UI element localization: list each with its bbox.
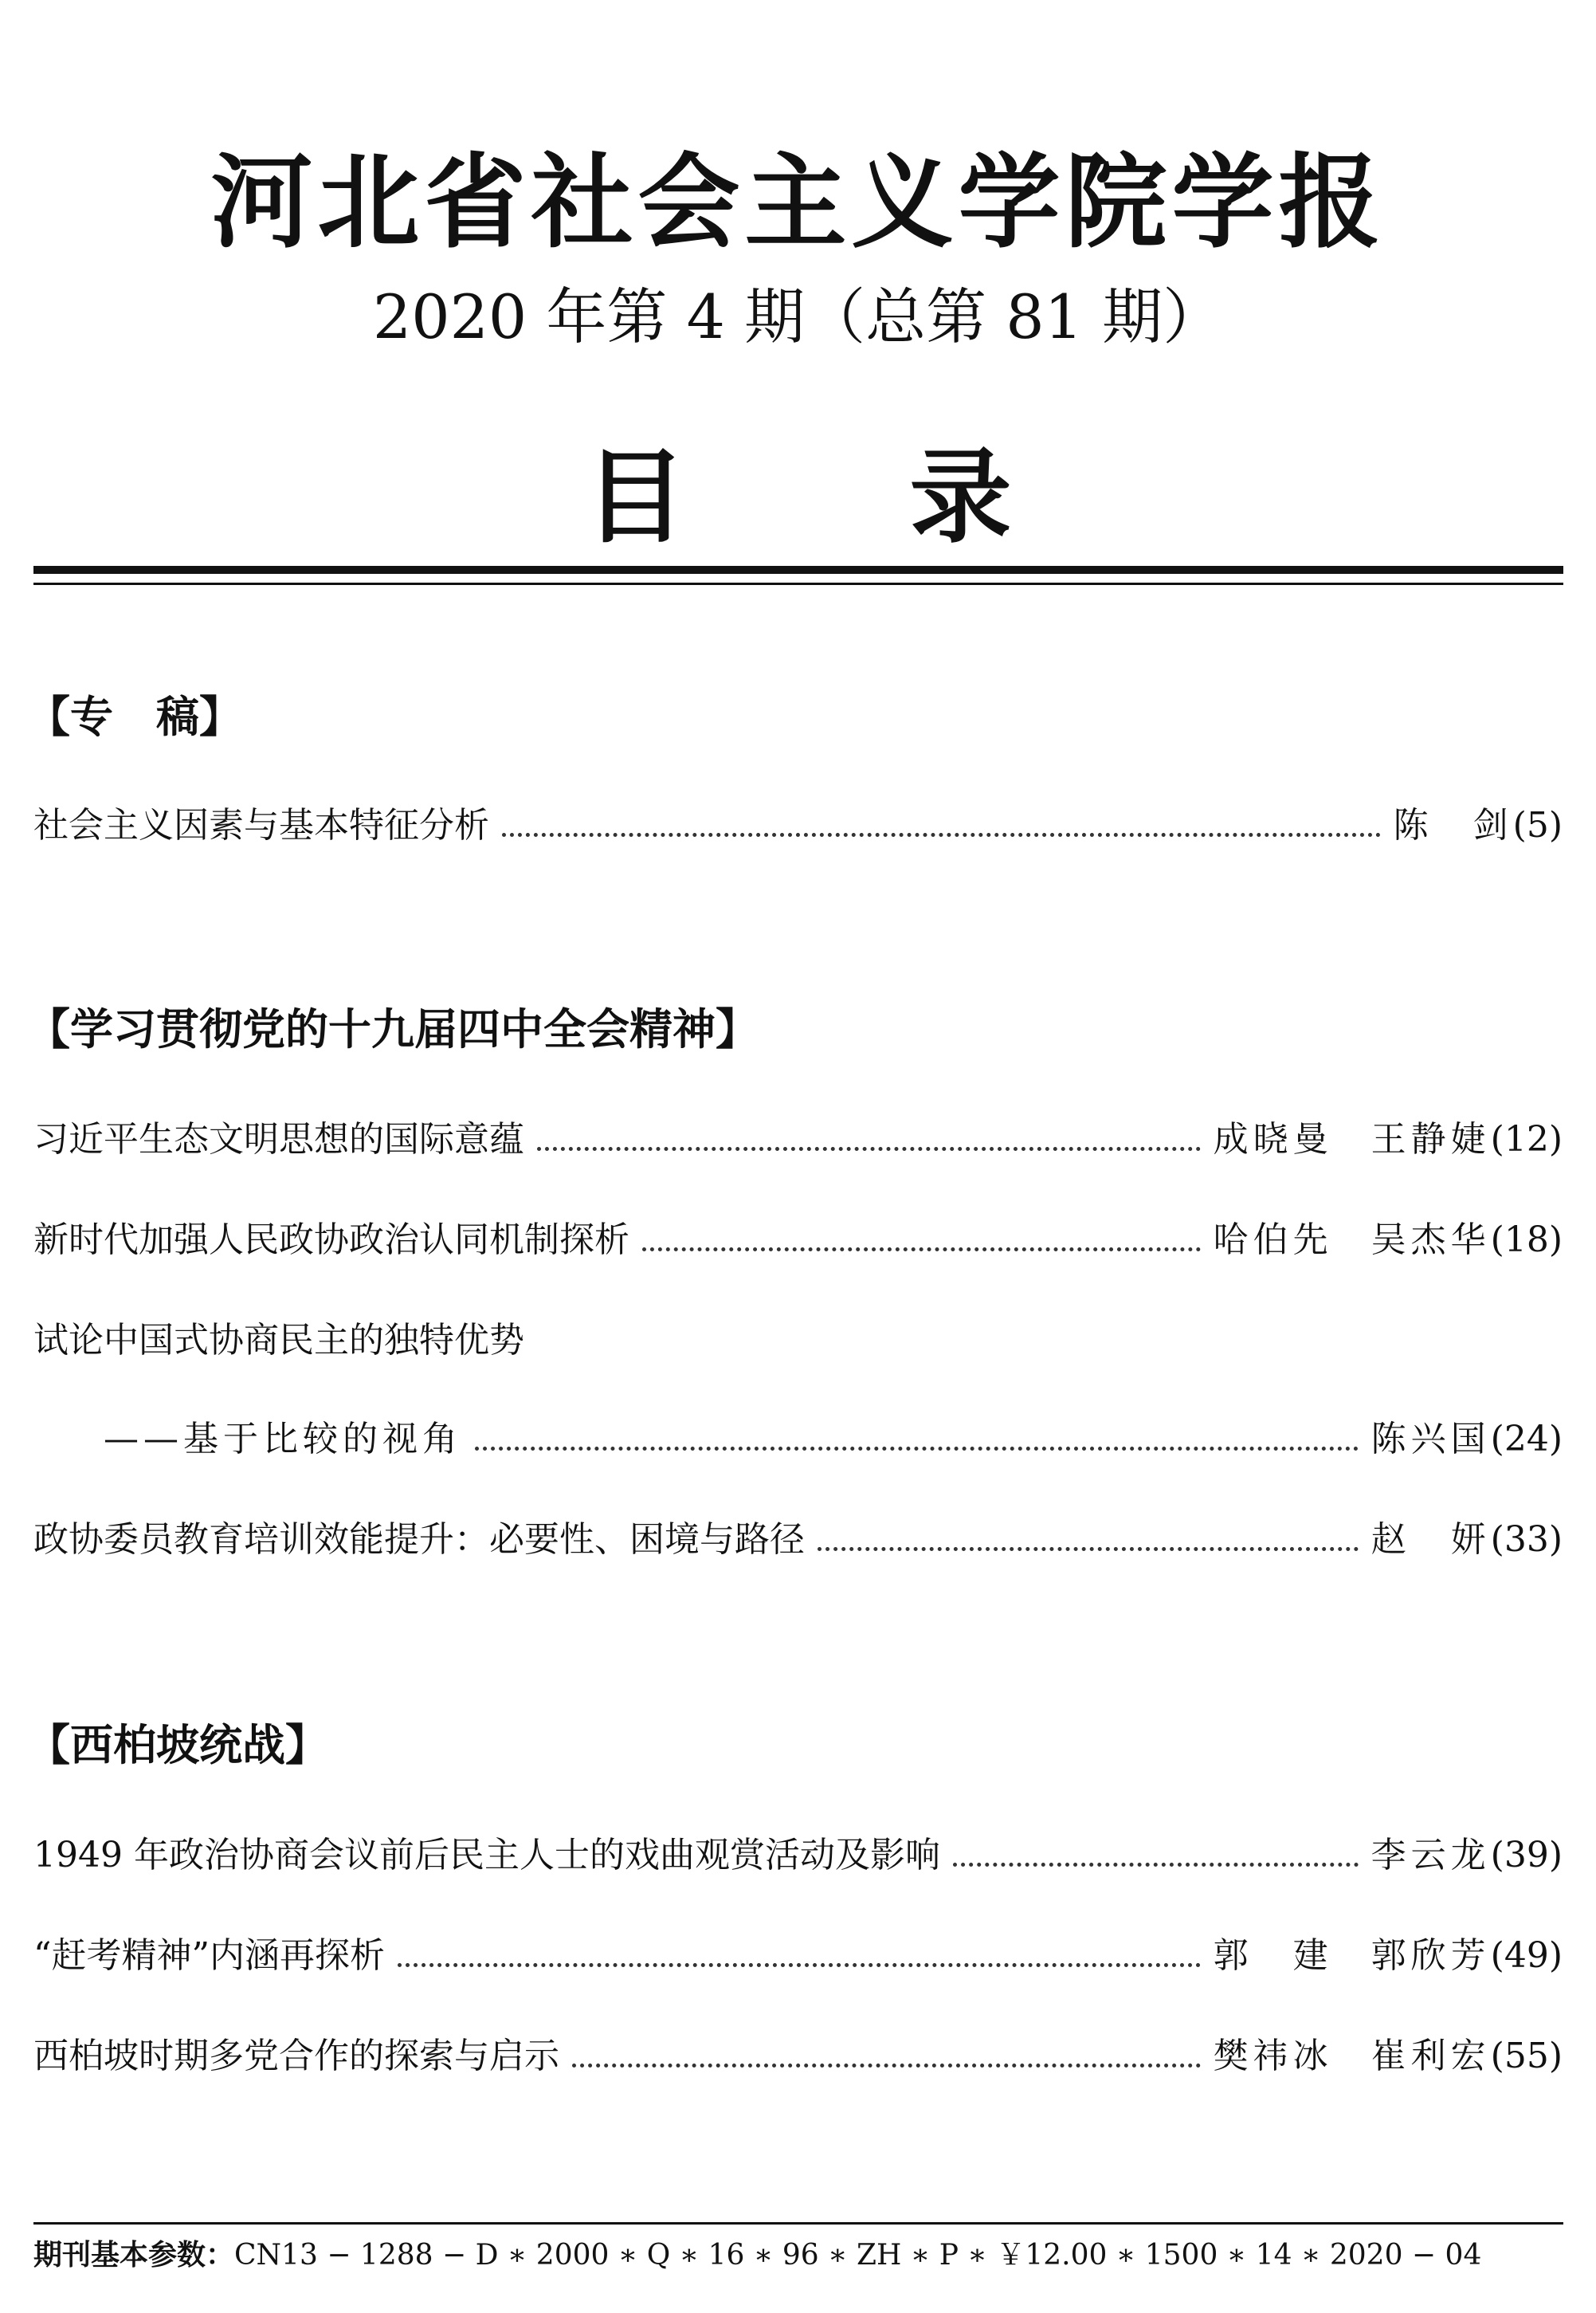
issue-line: 2020 年第 4 期（总第 81 期） [372,281,1224,352]
entry-title: 1949 年政治协商会议前后民主人士的戏曲观赏活动及影响 [33,1835,940,1875]
entry-authors [1371,1519,1491,1560]
entry-author: 陈兴国 [1371,1419,1491,1459]
dot-leader [642,1247,1201,1251]
entry-authors [1371,1835,1491,1875]
dot-leader [953,1863,1359,1867]
entry-author: 崔利宏 [1371,2036,1491,2076]
toc-entry[interactable] [33,2026,1563,2074]
entry-author: 成晓曼 [1213,1119,1333,1160]
entry-author: 樊祎冰 [1213,2036,1333,2076]
entry-subtitle: ——基于比较的视角 [104,1419,462,1459]
entry-page: (33) [1490,1519,1563,1560]
toc-entry[interactable] [33,795,1563,846]
header-rule-thin [33,583,1563,585]
toc-entry[interactable] [33,1825,1563,1873]
toc-entry[interactable] [33,1109,1563,1160]
dot-leader [537,1147,1201,1151]
entry-authors [1213,1935,1491,1976]
section-heading-plenum: 【学习贯彻党的十九届四中全会精神】 [27,1004,759,1054]
entry-authors [1213,2036,1491,2076]
entry-authors [1213,1219,1491,1260]
toc-entry[interactable] [33,1926,1563,1976]
parameters-label: 期刊基本参数： [33,2239,235,2272]
entry-page: (12) [1490,1119,1563,1160]
entry-title: 试论中国式协商民主的独特优势 [33,1320,524,1361]
section-heading-xibaipo: 【西柏坡统战】 [27,1720,328,1770]
entry-authors [1213,1119,1491,1160]
dot-leader [502,833,1381,837]
parameters-value: CN13 − 1288 − D ∗ 2000 ∗ Q ∗ 16 ∗ 96 ∗ ZH ∗ P ∗ ￥12.00 ∗ 1500 ∗ 14 ∗ 2020 − 04 [234,2239,1482,2272]
entry-author: 陈 剑 [1393,805,1513,846]
entry-title: 新时代加强人民政协政治认同机制探析 [33,1219,629,1260]
entry-page: (49) [1490,1935,1563,1976]
section-heading-special: 【专 稿】 [27,692,242,742]
toc-entry-title-only[interactable] [33,1310,1563,1361]
dot-leader [818,1547,1359,1551]
dot-leader [475,1447,1359,1451]
dot-leader [398,1963,1201,1967]
header-rule-thick [33,566,1563,574]
entry-author: 哈伯先 [1213,1219,1333,1260]
entry-page: (18) [1490,1219,1563,1260]
toc-entry[interactable] [33,1510,1563,1560]
entry-author: 吴杰华 [1371,1219,1491,1260]
entry-page: (55) [1490,2036,1563,2076]
entry-page: (39) [1490,1835,1563,1875]
entry-authors [1371,1419,1491,1459]
entry-page: (5) [1512,805,1563,846]
entry-title: 社会主义因素与基本特征分析 [33,805,489,846]
toc-entry[interactable] [33,1210,1563,1258]
entry-title: “赶考精神”内涵再探析 [33,1935,385,1976]
entry-title: 政协委员教育培训效能提升：必要性、困境与路径 [33,1519,805,1560]
entry-author: 郭欣芳 [1371,1935,1491,1976]
entry-title: 习近平生态文明思想的国际意蕴 [33,1119,524,1160]
entry-authors [1393,805,1513,846]
dot-leader [572,2064,1201,2068]
toc-entry-subtitle[interactable] [104,1409,1563,1457]
journal-title: 河北省社会主义学院学报 [210,143,1386,262]
entry-author: 赵 妍 [1371,1519,1491,1560]
entry-author: 郭 建 [1213,1935,1333,1976]
entry-title: 西柏坡时期多党合作的探索与启示 [33,2036,559,2076]
toc-heading: 目录 [584,438,1235,557]
footer-rule [33,2222,1563,2225]
entry-author: 王静婕 [1371,1119,1491,1160]
entry-author: 李云龙 [1371,1835,1491,1875]
entry-page: (24) [1490,1419,1563,1459]
journal-parameters [33,2241,1481,2270]
